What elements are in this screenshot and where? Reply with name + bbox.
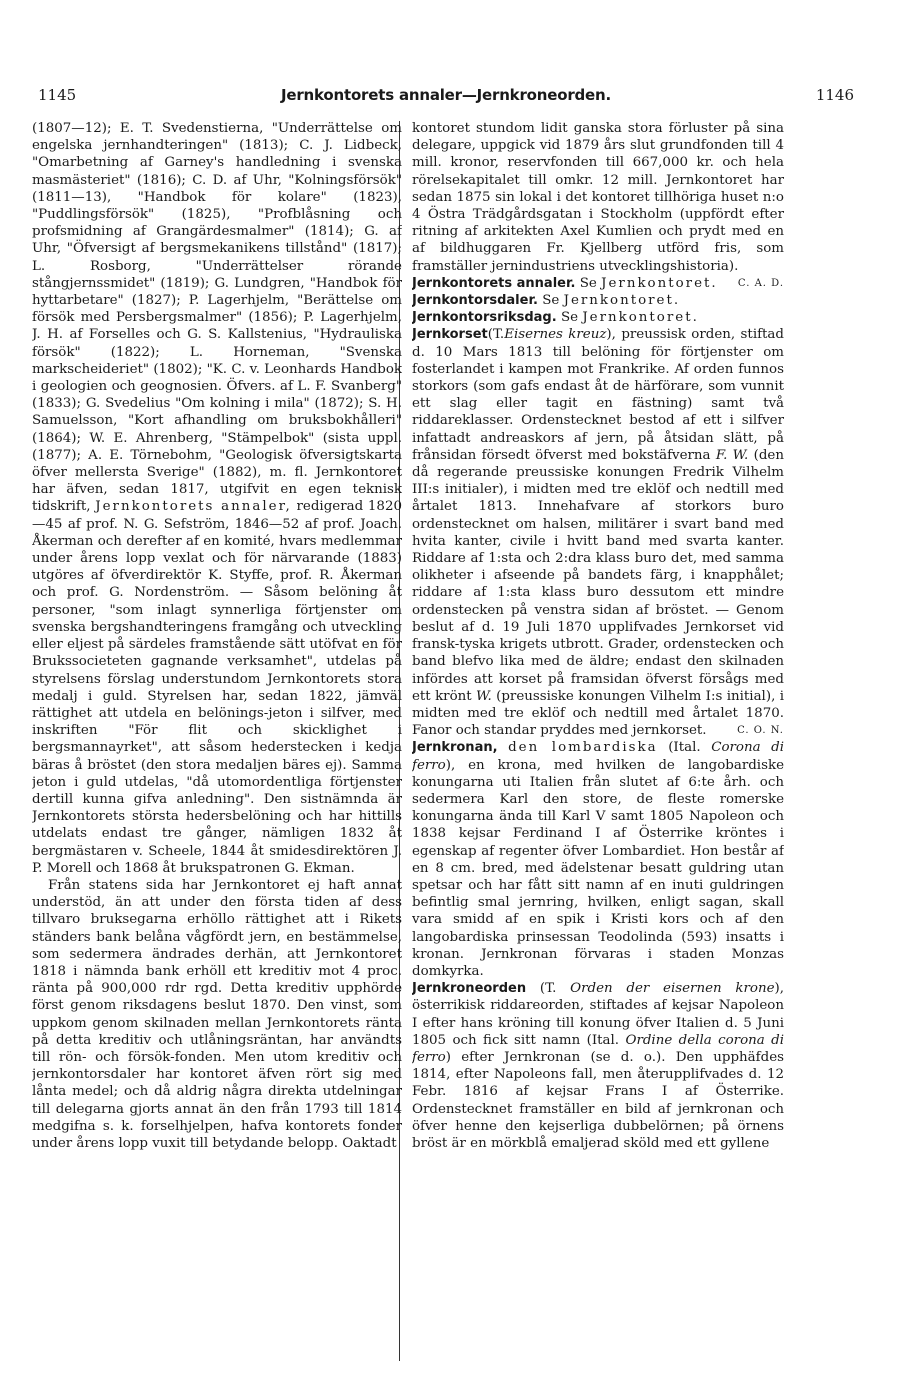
entry-jernkorset [412, 326, 784, 739]
running-title: Jernkontorets annaler—Jernkroneorden. [280, 86, 612, 104]
cross-reference: Jernkontoret. [582, 310, 699, 326]
headword: Jernkronan, [412, 740, 498, 756]
right-page-number: 1146 [815, 86, 854, 104]
headword: Jernkroneorden [412, 981, 527, 997]
author-signature: C. A. D. [737, 277, 784, 289]
entry-text: ), en krona, med hvilken de langobardiske konungarna uti Italien från slutet af 6:te årh. och sedermera Karl den store, de fleste romerske konungarna ända till Karl V samt 1805 Napoleon och 1838 kejsar Ferdinand I af Österrike kröntes i egenskap af regenter öfver Lombardiet. Hon består af en 8 cm. bred, med ädelstenar besatt guldring utan spetsar och har fått sitt namn af en inuti guldringen befintlig smal jernring, hvilken, enligt sagan, skall vara smidd af en spik i Kristi kors och af den langobardiska prinsessan Teodolinda (593) insatts i kronan. Jernkronan förvaras i staden Monzas domkyrka. [412, 757, 784, 979]
paragraph-text: (1807—12); E. T. Svedenstierna, "Underrättelse om engelska jernhandteringen" (1813); C. J. Lidbeck, "Omarbetning af Garney's handledning i svenska masmästeriet" (1816); C. D. af Uhr, "Kolningsförsök" (1811—13), "Handbok för kolare" (1823), "Puddlingsförsök" (1825), "Profblåsning och profsmidning af Grangärdesmalmer" (1814); G. af Uhr, "Öfversigt af bergsmekanikens tillstånd" (1817); L. Rosborg, "Underrättelser rörande stångjernssmidet" (1819); G. Lundgren, "Handbok för hyttarbetare" (1827); P. Lagerhjelm, "Berättelse om försök med Persbergsmalmer" (1856); P. Lagerhjelm, J. H. af Forselles och G. S. Kallstenius, "Hydrauliska försök" (1822); L. Horneman, "Svenska markscheideriet" (1802); "K. C. v. Leonhards Handbok i geologien och geognosien. Öfvers. af L. F. Svanberg" (1833); G. Svedelius "Om kolning i mila" (1872); S. H. Samuelsson, "Kort afhandling om bruksbokhålleri" (1864); W. E. Ahrenberg, "Stämpelbok" (sista uppl. (1877); A. E. Törnebohm, "Geologisk öfversigtskarta öfver mellersta Sverige" (1882), m. fl. Jernkontoret har äfven, sedan 1817, utgifvit en egen teknisk tidskrift, [32, 121, 402, 515]
initials: W. [476, 688, 492, 704]
foreign-term: Corona di ferro [412, 740, 784, 773]
page-header [38, 86, 854, 110]
entry-daler [412, 292, 784, 309]
entry-text: (T. [539, 981, 557, 997]
entry-jernkroneorden [412, 980, 784, 1152]
spaced-title: Jernkontorets annaler, [95, 499, 292, 515]
entry-text: Se [560, 310, 579, 326]
foreign-term: Eisernes kreuz [504, 327, 607, 343]
entry-text: (preussiske konungen Vilhelm I:s initial), i midten med tre eklöf och nedtill med årtalet 1870. Fanor och standar pryddes med jernkorset. [412, 688, 784, 739]
entry-text: (T. [487, 327, 505, 343]
cross-reference: Jernkontoret. [563, 293, 681, 309]
entry-text: ) efter Jernkronan (se d. o.). Den upphäfdes 1814, efter Napoleons fall, men återupplifvades d. 12 Febr. 1816 af kejsar Frans I af Österrike. Ordenstecknet framställer en bild af jernkronan och öfver henne den kejserliga dubbelörnen; på örnens bröst är en mörkblå emaljerad sköld med ett gyllene [412, 1049, 784, 1151]
entry-text: ), österrikisk riddareorden, stiftades af kejsar Napoleon I efter hans kröning till konung öfver Italien d. 5 Juni 1805 och fick sitt namn (Ital. [412, 981, 784, 1048]
headword: Jernkontorets annaler. [412, 275, 576, 291]
right-column [412, 120, 784, 1360]
entry-text: ), preussisk orden, stiftad d. 10 Mars 1813 till belöning för förtjenster om fosterlandet i kampen mot Frankrike. Af orden funnos storkors (som gafs endast åt de härförare, som vunnit ett slag eller tagit en fästning) samt två riddareklasser. Ordenstecknet bestod af ett i silfver infattadt andreaskors af jern, på åtsidan slätt, på frånsidan försedt öfverst med bokstäfverna [412, 327, 784, 463]
cross-reference: Jernkontoret. [601, 275, 718, 291]
entry-annaler [412, 275, 784, 292]
headword: Jernkontorsriksdag. [412, 310, 557, 326]
left-page-number: 1145 [38, 86, 77, 104]
foreign-term: Ordine della corona di ferro [412, 1032, 784, 1065]
foreign-term: Orden der eisernen krone [570, 981, 775, 997]
entry-text: Se [579, 275, 597, 291]
entry-jernkronan [412, 739, 784, 980]
entry-text: (Ital. [668, 740, 701, 756]
initials: F. W. [715, 447, 749, 463]
headword: Jernkontorsdaler. [412, 293, 538, 309]
author-signature: C. O. N. [737, 725, 784, 737]
paragraph-text: kontoret stundom lidit ganska stora förluster på sina delegare, uppgick vid 1879 års slut grundfonden till 4 mill. kronor, reservfonden till 667,000 kr. och hela rörelsekapitalet till omkr. 12 mill. Jernkontoret har sedan 1875 sin lokal i det kontoret tillhöriga huset n:o 4 Östra Trädgårdsgatan i Stockholm (uppfördt efter ritning af arkitekten Axel Kumlien och prydt med en af bildhuggaren Fr. Kjellberg utförd fris, som framställer jernindustriens utvecklingshistoria). [412, 121, 784, 274]
entry-text: (den då regerande preussiske konungen Fredrik Vilhelm III:s initialer), i midten med tre eklöf och nedtill med årtalet 1813. Innehafvare af storkors buro ordenstecknet om halsen, militärer i svart band med hvita kanter, civile i hvitt band med svarta kanter. Riddare af 1:sta och 2:dra klass buro det, med samma olikheter i afseende på bandets färg, i knapphålet; riddare af 1:sta klass buro dessutom ett mindre ordenstecken på venstra sidan af bröstet. — Genom beslut af d. 19 Juli 1870 upplifvades Jernkorset vid fransk-tyska krigets utbrott. Grader, ordenstecken och band blefvo lika med de äldre; endast den skilnaden infördes att korset på framsidan öfverst försågs med ett krönt [412, 447, 784, 704]
paragraph-text: Från statens sida har Jernkontoret ej haft annat understöd, än att under den första tiden af dess tillvaro bruksegarna erhöllo rättighet att i Rikets ständers bank belåna vågfördt jern, en bestämmelse, som sedermera ändrades derhän, att Jernkontoret 1818 i nämnda bank erhöll ett kreditiv mot 4 proc. ränta på 900,000 rdr rgd. Detta kreditiv upphörde först genom riksdagens beslut 1870. Den vinst, som uppkom genom skilnaden mellan Jernkontorets ränta på detta kreditiv och utlåningsräntan, har användts till rön- och försök-fonden. Men utom kreditiv och jernkontorsdaler har kontoret äfven rört sig med lånta medel; och då aldrig några direkta utdelningar till delegarna gjorts annat än den från 1793 till 1814 medgifna s. k. forselhjelpen, hafva kontorets fonder under årens lopp vuxit till betydande belopp. Oaktadt [32, 877, 402, 1151]
paragraph-text: redigerad 1820—45 af prof. N. G. Sefström, 1846—52 af prof. Joach. Åkerman och derefter af en komité, hvars medlemmar under årens lopp vexlat och för närvarande (1883) utgöres af öfverdirektör K. Styffe, prof. R. Åkerman och prof. G. Nordenström. — Såsom belöning åt personer, "som inlagt synnerliga förtjenster om svenska bergshandteringens framgång och utveckling eller eljest på särdeles framstående sätt utöfvat en för Brukssocieteten gagnande verksamhet", utdelas på styrelsens förslag understundom Jernkontorets stora medalj i guld. Styrelsen har, sedan 1822, jämväl rättighet att utdela en belönings-jeton i silfver, med inskriften "För flit och skicklighet i bergsmannayrket", att såsom hederstecken i kedja bäras å bröstet (den stora medaljen bäres ej). Samma jeton i guld utdelas, "då utomordentliga förtjenster dertill kunna gifva anledning". Den sistnämnda är Jernkontorets största hedersbelöning och har hittills utdelats endast tre gånger, nämligen 1832 åt bergmästaren v. Scheele, 1844 åt smidesdirektören J. P. Morell och 1868 åt brukspatronen G. Ekman. [32, 499, 402, 876]
paragraph [32, 120, 402, 877]
entry-riksdag [412, 309, 784, 326]
spaced-subtitle: den lombardiska [508, 740, 658, 756]
headword: Jernkorset [412, 327, 488, 343]
entry-text: Se [542, 293, 560, 309]
paragraph [32, 877, 402, 1152]
left-column [32, 120, 402, 1360]
